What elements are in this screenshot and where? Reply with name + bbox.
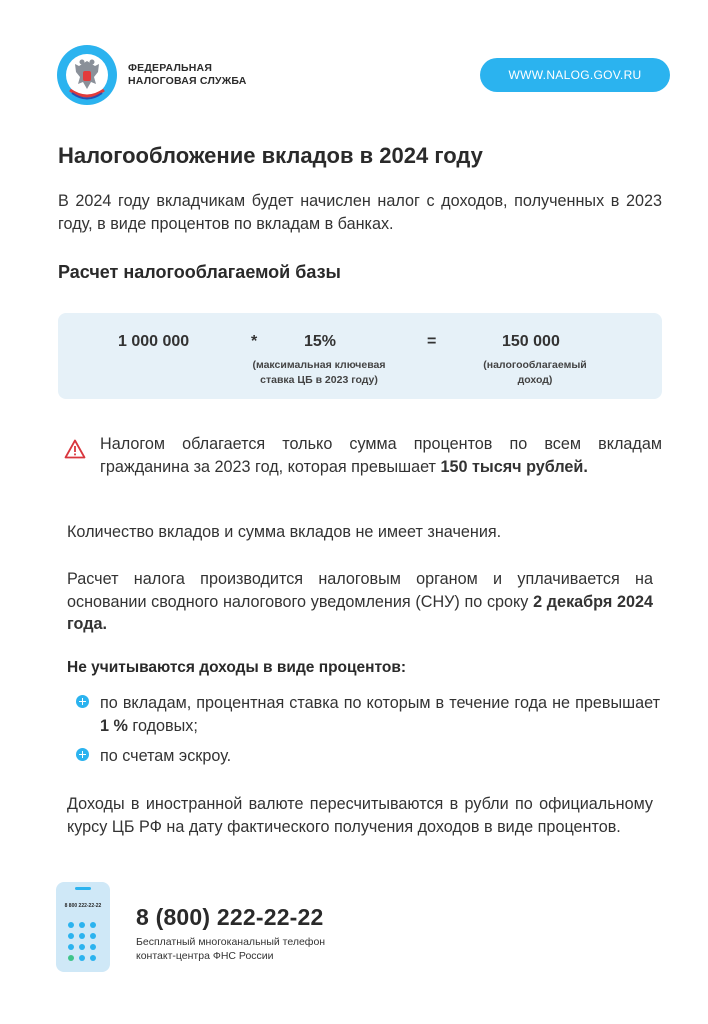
header (56, 44, 670, 108)
list-item (76, 692, 660, 737)
exclusions-title: Не учитываются доходы в виде процентов: (67, 659, 407, 676)
formula-multiply-sign: * (251, 333, 258, 350)
hotline-number[interactable]: 8 (800) 222-22-22 (136, 904, 324, 930)
website-link-button[interactable]: WWW.NALOG.GOV.RU (480, 58, 670, 92)
exclusion-item1-rate: 1 % (100, 716, 128, 735)
deposits-count-note: Количество вкладов и сумма вкладов не имеет значения. (67, 523, 502, 541)
formula-box (58, 313, 662, 399)
formula-base: 1 000 000 (118, 333, 190, 350)
keypad-dot (68, 955, 74, 961)
intro-paragraph: В 2024 году вкладчикам будет начислен налог с доходов, полученных в 2023 году, в виде процентов по вкладам в банках. (58, 192, 662, 233)
keypad-dot (79, 922, 85, 928)
plus-circle-icon (76, 748, 89, 761)
formula-result-note-line2: доход) (517, 374, 553, 386)
fns-emblem-icon (56, 44, 118, 106)
phone-speaker (75, 887, 91, 890)
exclusion-item2-text: по счетам эскроу. (100, 747, 232, 765)
calculation-note (67, 568, 653, 636)
calculation-note-body: Расчет налога производится налоговым органом и уплачивается на основании сводного налогового уведомления (СНУ) по сроку (67, 570, 653, 611)
formula-equals-sign: = (427, 333, 437, 350)
keypad-dot (68, 922, 74, 928)
phone-screen-number: 8 800 222-22-22 (64, 903, 102, 909)
formula-result: 150 000 (502, 333, 560, 350)
hotline-description-line1: Бесплатный многоканальный телефон (136, 936, 326, 948)
formula-rate-note-line2: ставка ЦБ в 2023 году) (260, 374, 378, 386)
org-name-line2: НАЛОГОВАЯ СЛУЖБА (128, 75, 247, 87)
plus-circle-icon (76, 695, 89, 708)
hotline-description-line2: контакт-центра ФНС России (136, 950, 274, 962)
keypad-dot (90, 955, 96, 961)
warning-icon (64, 439, 86, 459)
keypad-dot (79, 933, 85, 939)
formula-rate-note-line1: (максимальная ключевая (252, 359, 386, 371)
keypad-dot (90, 922, 96, 928)
formula-rate-note (234, 358, 404, 388)
currency-note: Доходы в иностранной валюте пересчитываются в рубли по официальному курсу ЦБ РФ на дату фактического получения доходов в виде процентов. (67, 795, 653, 836)
warning-text-body: Налогом облагается только сумма процентов по всем вкладам гражданина за 2023 год, которая превышает (100, 435, 662, 476)
formula-rate: 15% (304, 333, 337, 350)
org-name (128, 62, 247, 88)
hotline-description (136, 935, 325, 963)
keypad-dot (79, 955, 85, 961)
exclusion-item1-text: по вкладам, процентная ставка по которым в течение года не превышает (100, 694, 660, 712)
warning-text (100, 433, 662, 478)
keypad-dot (90, 933, 96, 939)
section-title: Расчет налогооблагаемой базы (58, 262, 341, 282)
warning-threshold: 150 тысяч рублей. (440, 457, 588, 476)
keypad-dot (90, 944, 96, 950)
keypad-dot (68, 933, 74, 939)
formula-result-note (470, 358, 600, 388)
payment-deadline: 2 декабря 2024 года. (67, 592, 653, 633)
keypad-dot (68, 944, 74, 950)
org-name-line1: ФЕДЕРАЛЬНАЯ (128, 62, 213, 74)
keypad-dot (79, 944, 85, 950)
phone-icon (56, 882, 110, 972)
exclusions-list (76, 692, 660, 776)
page-title: Налогообложение вкладов в 2024 году (58, 143, 483, 168)
exclusion-item1-tail: годовых; (127, 716, 198, 735)
formula-result-note-line1: (налогооблагаемый (483, 359, 587, 371)
list-item (76, 745, 660, 768)
